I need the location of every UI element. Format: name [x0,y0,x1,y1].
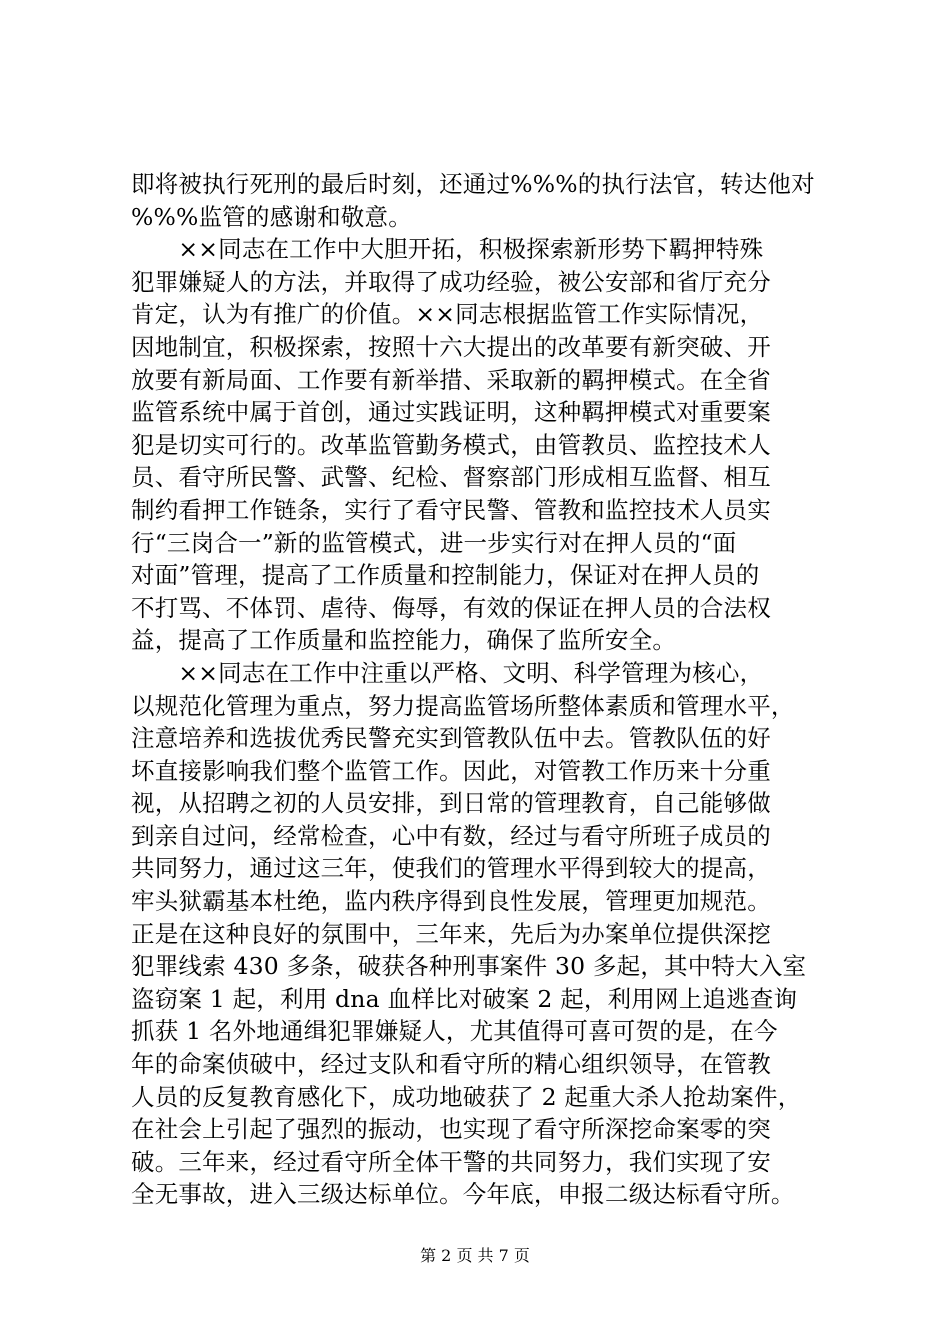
text-line: 全无事故，进入三级达标单位。今年底，申报二级达标看守所。 [131,1180,795,1209]
text-line: 盗窃案 1 起，利用 dna 血样比对破案 2 起，利用网上追逃查询 [131,984,798,1013]
text-line: ××同志在工作中大胆开拓，积极探索新形势下羁押特殊 [131,235,764,264]
page-footer: 第 2 页 共 7 页 [420,1246,530,1265]
text-line: 因地制宜，积极探索，按照十六大提出的改革要有新突破、开 [131,332,771,361]
text-line: 共同努力，通过这三年，使我们的管理水平得到较大的提高， [131,854,771,883]
text-line: %%%监管的感谢和敬意。 [131,202,412,231]
text-line: 破。三年来，经过看守所全体干警的共同努力，我们实现了安 [131,1147,771,1176]
text-line: 对面”管理，提高了工作质量和控制能力，保证对在押人员的 [131,561,760,590]
text-line: 人员的反复教育感化下，成功地破获了 2 起重大杀人抢劫案件， [131,1082,802,1111]
text-line: 年的命案侦破中，经过支队和看守所的精心组织领导，在管教 [131,1050,771,1079]
text-line: 正是在这种良好的氛围中，三年来，先后为办案单位提供深挖 [131,919,771,948]
text-line: 到亲自过问，经常检查，心中有数，经过与看守所班子成员的 [131,821,771,850]
text-line: 牢头狱霸基本杜绝，监内秩序得到良性发展，管理更加规范。 [131,887,771,916]
text-line: 即将被执行死刑的最后时刻，还通过%%%的执行法官，转达他对 [131,170,815,198]
text-line: 不打骂、不体罚、虐待、侮辱，有效的保证在押人员的合法权 [131,593,771,622]
text-line: 制约看押工作链条，实行了看守民警、管教和监控技术人员实 [131,495,771,524]
text-line: 犯罪线索 430 多条，破获各种刑事案件 30 多起，其中特大入室 [131,952,807,981]
text-line: 肯定，认为有推广的价值。××同志根据监管工作实际情况， [131,300,764,329]
text-line: 注意培养和选拔优秀民警充实到管教队伍中去。管教队伍的好 [131,724,771,753]
text-line: 以规范化管理为重点，努力提高监管场所整体素质和管理水平， [131,691,795,720]
text-line: 犯是切实可行的。改革监管勤务模式，由管教员、监控技术人 [131,430,771,459]
text-line: 监管系统中属于首创，通过实践证明，这种羁押模式对重要案 [131,398,771,427]
text-line: 坏直接影响我们整个监管工作。因此，对管教工作历来十分重 [131,756,771,785]
text-line: 放要有新局面、工作要有新举措、采取新的羁押模式。在全省 [131,365,771,394]
text-line: 益，提高了工作质量和监控能力，确保了监所安全。 [131,626,677,655]
text-line: 抓获 1 名外地通缉犯罪嫌疑人，尤其值得可喜可贺的是，在今 [131,1017,778,1046]
text-line: 行“三岗合一”新的监管模式，进一步实行对在押人员的“面 [131,528,737,557]
text-line: 员、看守所民警、武警、纪检、督察部门形成相互监督、相互 [131,463,771,492]
body-text [131,168,831,1211]
text-line: 视，从招聘之初的人员安排，到日常的管理教育，自己能够做 [131,789,771,818]
text-line: ××同志在工作中注重以严格、文明、科学管理为核心， [131,658,764,687]
text-line: 犯罪嫌疑人的方法，并取得了成功经验，被公安部和省厅充分 [131,267,771,296]
text-line: 在社会上引起了强烈的振动，也实现了看守所深挖命案零的突 [131,1115,771,1144]
